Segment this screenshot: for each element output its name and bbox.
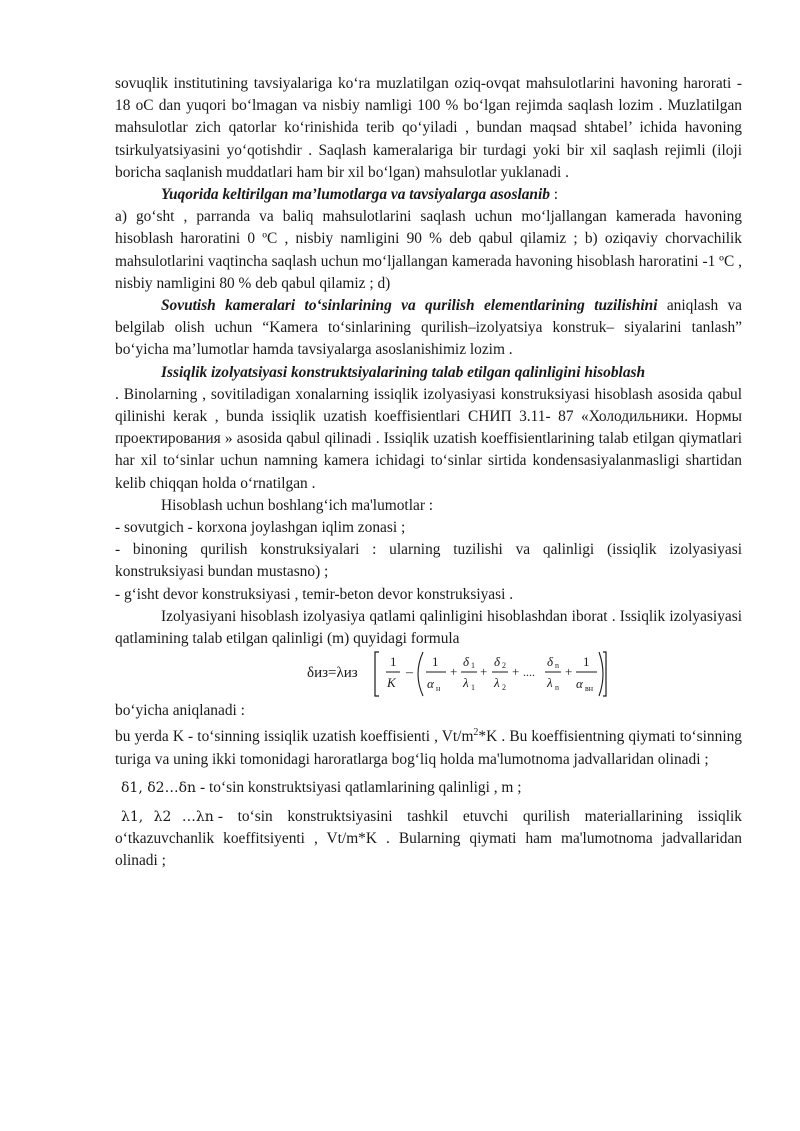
paragraph-calculation: Izolyasiyani hisoblash izolyasiya qatlami qalinligini hisoblashdan iborat . Issiqlik izolyasiyasi qatlamining talab etilgan qalinligi (m) quyidagi formula (115, 607, 742, 648)
alpha-in-subscript: н (436, 684, 441, 694)
paragraph-based-on (115, 184, 742, 206)
svg-text:+: + (480, 664, 488, 680)
colon-text: : (549, 186, 559, 204)
svg-text:+: + (512, 664, 520, 680)
formula-lhs: δиз=λиз (307, 665, 358, 682)
delta2-subscript: 2 (502, 661, 506, 671)
k-numerator: 1 (390, 654, 397, 670)
svg-text:+: + (565, 664, 573, 680)
lambdan-symbol: λ (547, 675, 553, 691)
paragraph-delta-definition (115, 777, 742, 800)
list-item-building: - binoning qurilish konstruksiyalari : ularning tuzilishi va qalinligi (issiqlik izolyasiyasi konstruksiyasi bundan mustasno) ; (115, 541, 742, 581)
paragraph-determined: bo‘yicha aniqlanadi : (115, 702, 245, 720)
svg-text:+: + (450, 664, 458, 680)
alpha-out-numerator: 1 (583, 654, 590, 670)
lambda-symbols: λ1, λ2 …λn (121, 808, 214, 825)
k-definition-text: bu yerda K - to‘sinning issiqlik uzatish koeffisienti , Vt/m (115, 728, 474, 746)
list-item-walls: - g‘isht devor konstruksiyasi , temir-beton devor konstruksiyasi . (115, 585, 514, 603)
paragraph-chamber-structures (115, 295, 742, 362)
k-definition-tail: *K . Bu koeffisientning qiymati to‘sinning turiga va uning ikki tomonidagi haroratlarga bog‘liq holda ma'lumotnoma jadvallaridan olinadi ; (115, 728, 742, 768)
delta-definition-text: - to‘sin konstruktsiyasi qatlamlarining qalinligi , m ; (200, 779, 522, 797)
paragraph-chamber-conditions: a) go‘sht , parranda va baliq mahsulotlarini saqlash uchun mo‘ljallangan kamerada havoning hisoblash haroratini 0 ºC , nisbiy namligini 90 % deb qabul qilamiz ; b) oziqaviy chorvachilik mahsulotlarini vaqtincha saqlash uchun mo‘ljallangan kamerada havoning hisoblash haroratini -1 ºC , nisbiy namligini 80 % deb qabul qilamiz ; d) (115, 208, 742, 292)
list-item-climate: - sovutgich - korxona joylashgan iqlim zonasi ; (115, 519, 406, 537)
svg-text:–: – (406, 665, 413, 681)
paragraph-k-definition (115, 722, 742, 771)
k-denominator: K (387, 675, 396, 691)
lambdan-subscript: n (555, 683, 559, 693)
delta1-subscript: 1 (471, 661, 475, 671)
document-page (115, 73, 742, 873)
delta1-symbol: δ (463, 654, 470, 670)
heading-chamber-structures: Sovutish kameralari to‘sinlarining va qurilish elementlarining tuzilishini (161, 297, 658, 315)
heading-based-on: Yuqorida keltirilgan ma’lumotlarga va tavsiyalarga asoslanib (161, 186, 550, 204)
heading-insulation-thickness: Issiqlik izolyatsiyasi konstruktsiyalarining talab etilgan qalinligini hisoblash (161, 363, 646, 381)
alpha-out-symbol: α (576, 676, 583, 692)
formula-dots: .... (523, 665, 535, 680)
lambda2-symbol: λ (494, 675, 500, 691)
lambda-definition-text: - to‘sin konstruktsiyasini tashkil etuvchi qurilish materiallarining issiqlik o‘tkazuvchanlik koeffitsiyenti , Vt/m*K . Bularning qiymati ham ma'lumotnoma jadvallaridan olinadi ; (115, 807, 742, 870)
alpha-in-symbol: α (427, 676, 434, 692)
k-unit-superscript: 2 (473, 727, 479, 739)
alpha-out-subscript: вн (585, 684, 594, 694)
paragraph-lambda-definition (115, 806, 742, 873)
formula-graphic (307, 646, 607, 700)
delta2-symbol: δ (494, 654, 501, 670)
deltan-subscript: n (555, 661, 559, 671)
insulation-formula (115, 650, 742, 700)
delta-symbols: δ1, δ2…δn (121, 780, 197, 797)
alpha-in-numerator: 1 (432, 654, 439, 670)
lambda2-subscript: 2 (502, 683, 506, 693)
paragraph-storage-conditions: sovuqlik institutining tavsiyalariga ko‘ra muzlatilgan oziq-ovqat mahsulotlarini havoning harorati - 18 oC dan yuqori bo‘lmagan va nisbiy namligi 100 % bo‘lgan rejimda saqlash lozim . Muzlatilgan mahsulotlar zich qatorlar ko‘rinishida terib qo‘yiladi , bundan maqsad shtabel’ ichida havoning tsirkulyatsiyasini yo‘qotishdir . Saqlash kameralariga bir turdagi yoki bir xil saqlash rejimli (iloji boricha saqlanish muddatlari ham bir xil bo‘lgan) mahsulotlar yuklanadi . (115, 75, 742, 181)
paragraph-initial-data: Hisoblash uchun boshlang‘ich ma'lumotlar : (161, 496, 434, 514)
lambda1-subscript: 1 (471, 683, 475, 693)
lambda1-symbol: λ (463, 675, 469, 691)
paragraph-chamber-structures-tail: aniqlash va belgilab olish uchun “Kamera to‘sinlarining qurilish–izolyatsiya konstruk– siyalarini tanlash” bo‘yicha ma’lumotlar hamda tavsiyalarga asoslanishimiz lozim . (115, 297, 743, 359)
paragraph-insulation-basis: . Binolarning , sovitiladigan xonalarning issiqlik izolyasiyasi konstruksiyasi hisoblash asosida qabul qilinishi kerak , bunda issiqlik uzatish koeffisientlari СНИП 3.11- 87 «Холодильники. Нормы проектирования » asosida qabul qilinadi . Issiqlik uzatish koeffisientlarining talab etilgan qiymatlari har xil to‘sinlar uchun namning kamera ichidagi to‘sinlar sirtida kondensasiyalanmasligi shartidan kelib chiqqan holda o‘rnatilgan . (115, 385, 742, 492)
deltan-symbol: δ (547, 654, 554, 670)
section-heading-insulation (115, 362, 742, 384)
